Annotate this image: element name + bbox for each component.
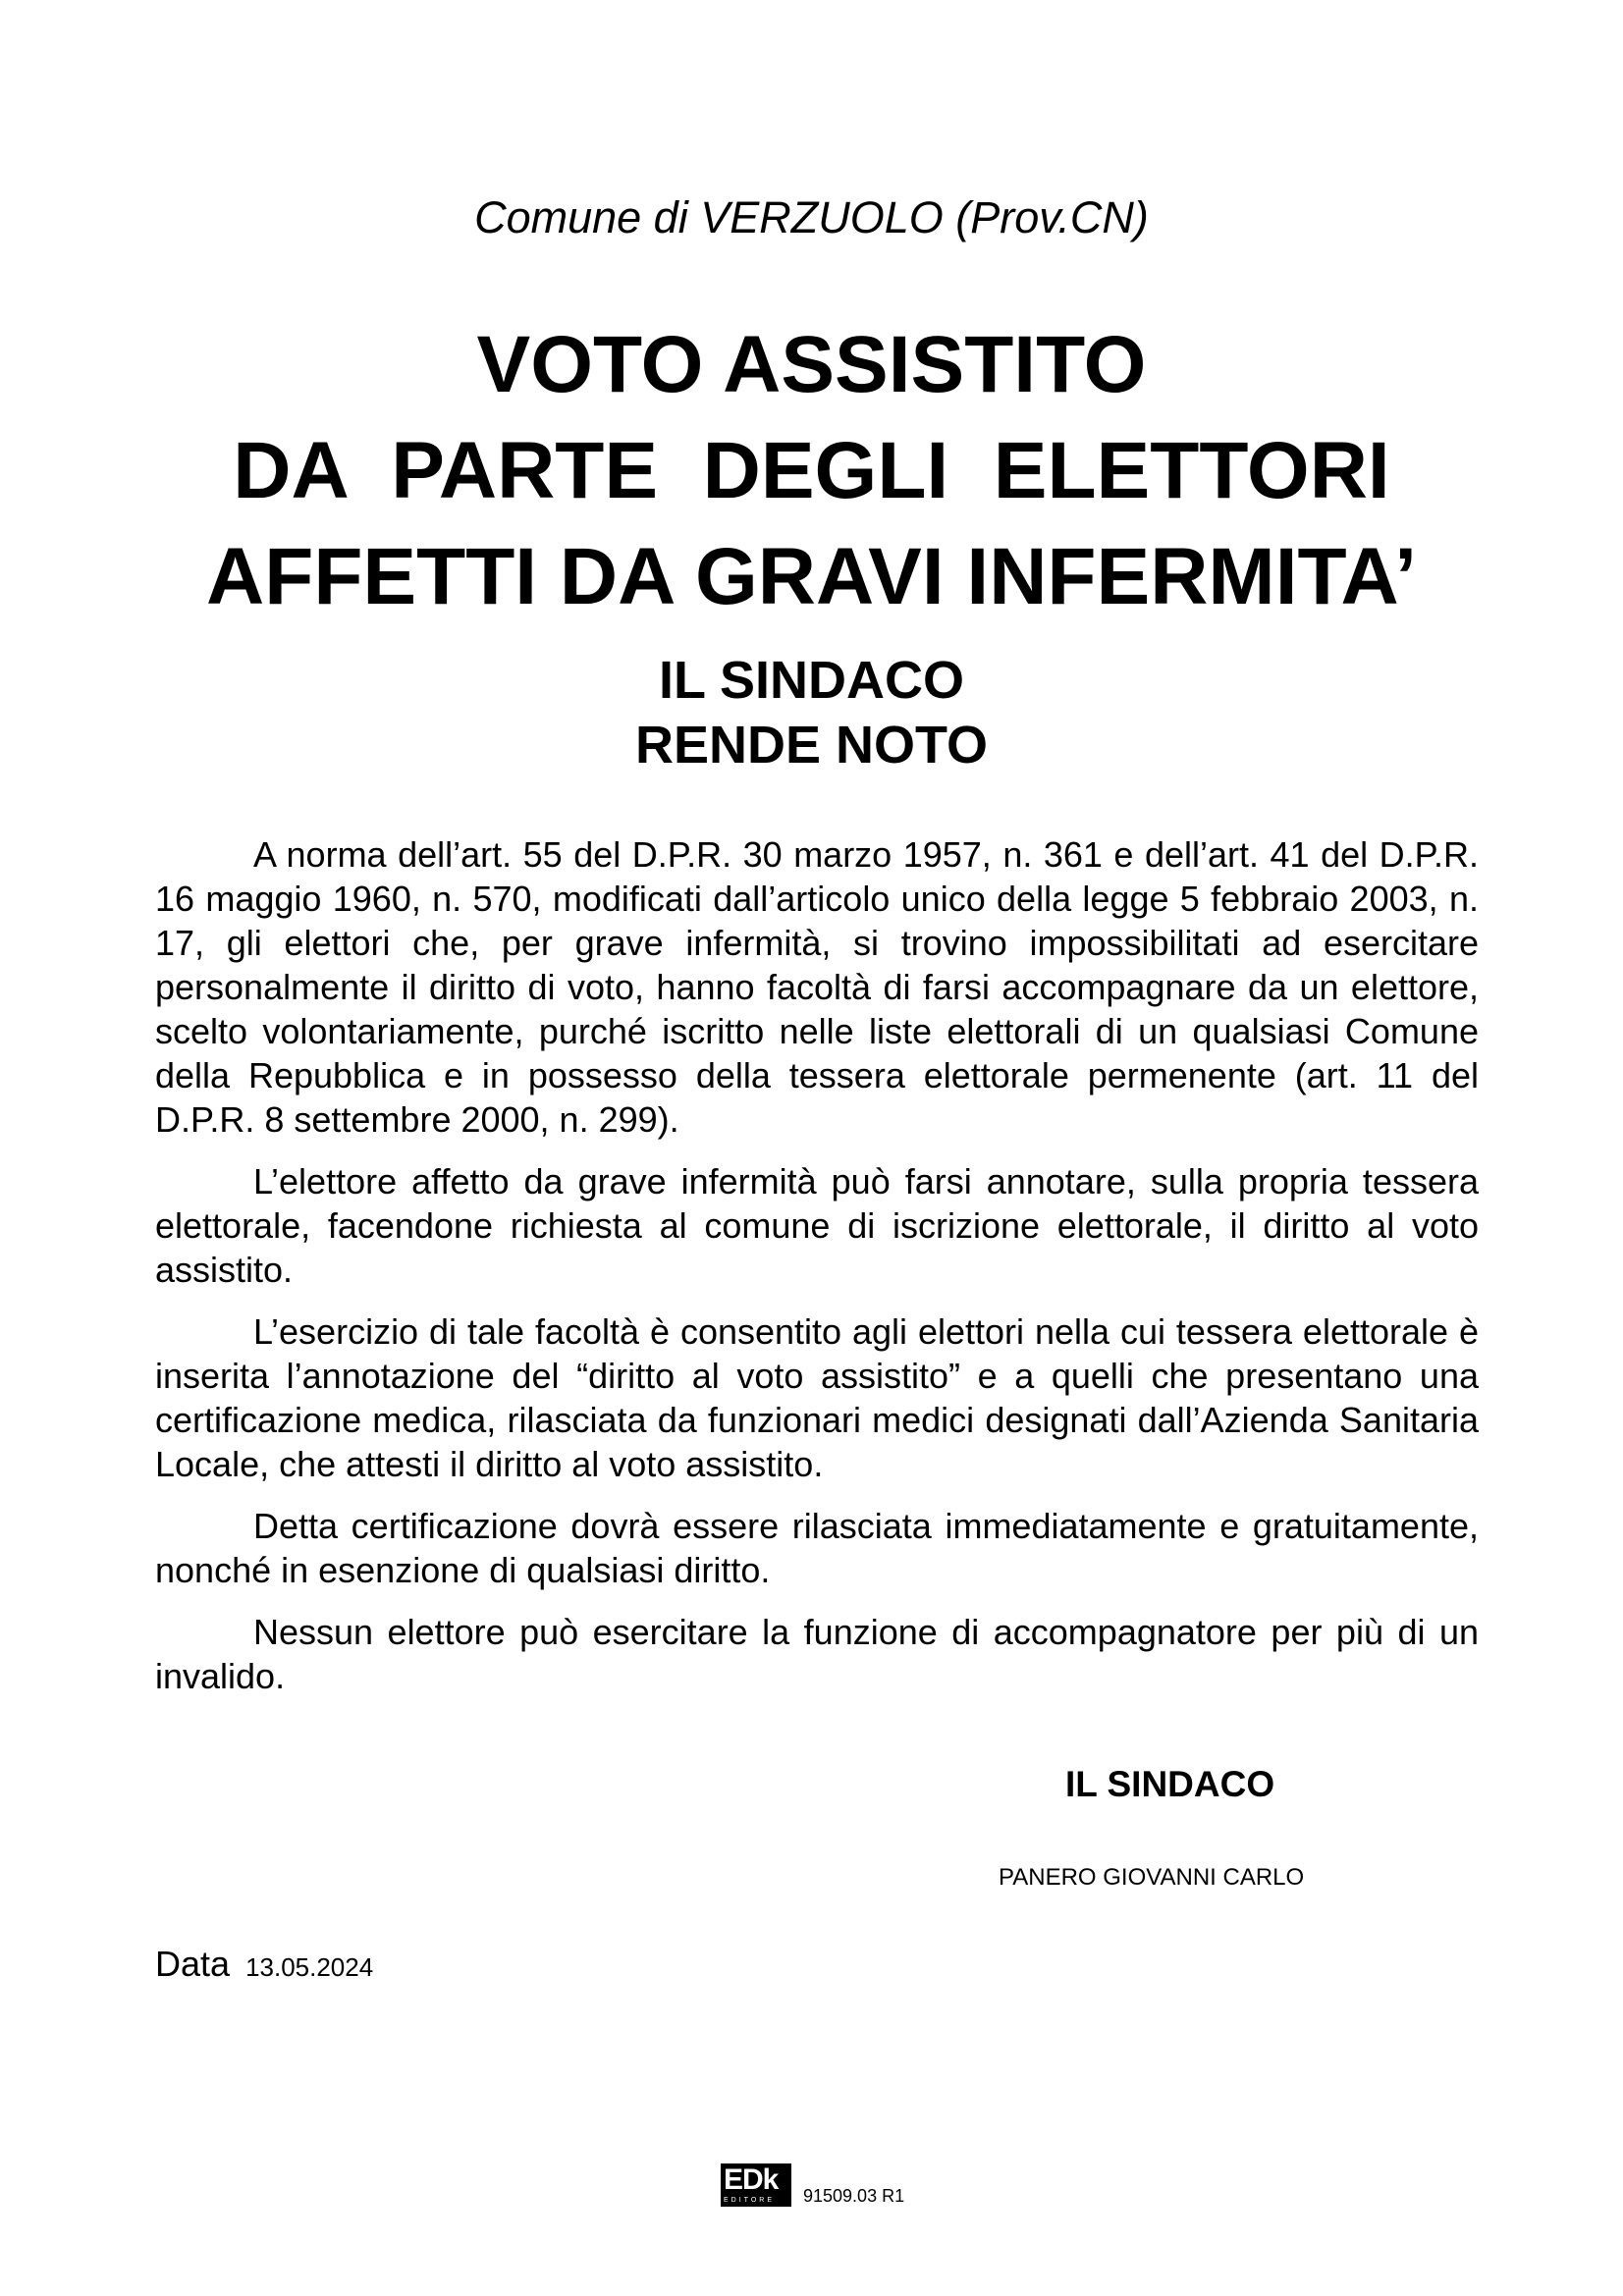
logo-text: EDk	[724, 2163, 779, 2196]
paragraph: A norma dell’art. 55 del D.P.R. 30 marzo 1957, n. 361 e dell’art. 41 del D.P.R. 16 maggio 1960, n. 570, modificati dall’articolo unico della legge 5 febbraio 2003, n. 17, gli elettori che, per grave infermità, si trovino impossibilitati ad esercitare personalmente il diritto di voto, hanno facoltà di farsi accompagnare da un elettore, scelto volontariamente, purché iscritto nelle liste elettorali di un qualsiasi Comune della Repubblica e in possesso della tessera elettorale permenente (art. 11 del D.P.R. 8 settembre 2000, n. 299).	[155, 834, 1479, 1140]
form-code: 91509.03 R1	[803, 2186, 905, 2206]
announcement-line-2: RENDE NOTO	[634, 716, 989, 774]
signature-name: PANERO GIOVANNI CARLO	[999, 1864, 1305, 1891]
municipality-header: Comune di VERZUOLO (Prov.CN)	[474, 192, 1149, 242]
paragraph: Detta certificazione dovrà essere rilasciata immediatamente e gratuitamente, nonché in esenzione di qualsiasi diritto.	[155, 1506, 1479, 1590]
title-line-2: DA PARTE DEGLI ELETTORI	[233, 426, 1390, 515]
logo-subtext: EDITORE	[724, 2197, 775, 2204]
date-line	[155, 1942, 373, 1990]
publisher-logo	[721, 2163, 791, 2207]
date-label: Data	[155, 1944, 231, 1984]
announcement-heading	[0, 648, 1623, 777]
paragraph: Nessun elettore può esercitare la funzione di accompagnatore per più di un invalido.	[155, 1612, 1479, 1696]
publisher-footer	[721, 2160, 904, 2207]
paragraph: L’elettore affetto da grave infermità può farsi annotare, sulla propria tessera elettorale, facendone richiesta al comune di iscrizione elettorale, il diritto al voto assistito.	[155, 1161, 1479, 1290]
announcement-line-1: IL SINDACO	[658, 651, 965, 710]
notice-body	[155, 832, 1479, 1716]
paragraph: L’esercizio di tale facoltà è consentito agli elettori nella cui tessera elettorale è inserita l’annotazione del “diritto al voto assistito” e a quelli che presentano una certificazione medica, rilasciata da funzionari medici designati dall’Azienda Sanitaria Locale, che attesti il diritto al voto assistito.	[155, 1311, 1479, 1484]
date-value: 13.05.2024	[245, 1952, 374, 1982]
title-line-1: VOTO ASSISTITO	[476, 320, 1147, 409]
document-title	[0, 312, 1623, 630]
signature-label: IL SINDACO	[1065, 1764, 1275, 1804]
title-line-3: AFFETTI DA GRAVI INFERMITA’	[206, 532, 1417, 621]
